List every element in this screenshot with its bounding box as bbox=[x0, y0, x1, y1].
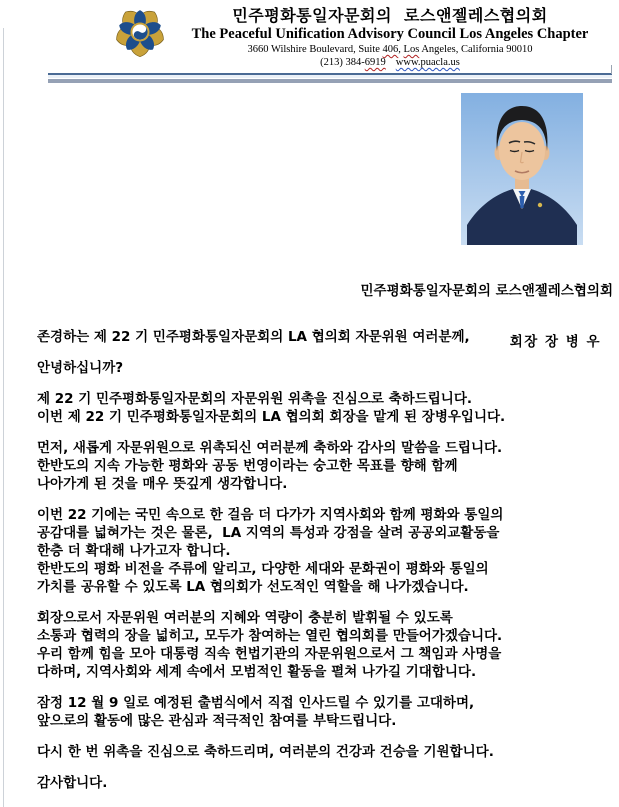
org-contact-line bbox=[185, 56, 595, 69]
org-address: 3660 Wilshire Boulevard, Suite 406, Los Angeles, California 90010 bbox=[247, 44, 533, 55]
header-divider-end-tick bbox=[611, 65, 612, 74]
org-korean-title: 민주평화통일자문회의 로스앤젤레스협의회 bbox=[232, 6, 548, 25]
letter-paragraph: 존경하는 제 22 기 민주평화통일자문회의 LA 협의회 자문위원 여러분께, bbox=[37, 329, 470, 345]
org-english-title: The Peaceful Unification Advisory Council Los Angeles Chapter bbox=[191, 26, 589, 42]
misspelled-suite-number: 406 bbox=[382, 44, 399, 55]
letter-paragraph: 이번 22 기에는 국민 속으로 한 걸음 더 다가가 지역사회와 함께 평화와 통일의 공감대를 넓혀가는 것은 물론, LA 지역의 특성과 강점을 살려 공공외교활동을 한층 더 확대해 나가고자 합니다. 한반도의 평화 비전을 주류에 알리고, 다양한 세대와 문화권이 평화와 통일의 가치를 공유할 수 있도록 LA 협의회가 선도적인 역할을 해 나가겠습니다. bbox=[37, 507, 504, 595]
letter-paragraph: 제 22 기 민주평화통일자문회의 자문위원 위촉을 진심으로 축하드립니다. 이번 제 22 기 민주평화통일자문회의 LA 협의회 회장을 맡게 된 장병우입니다. bbox=[37, 391, 506, 425]
letter-paragraph: 안녕하십니까? bbox=[37, 360, 124, 376]
misspelled-phone-digits: 6919 bbox=[364, 57, 386, 68]
misspelled-los: Los bbox=[403, 44, 420, 55]
chairman-portrait-photo bbox=[461, 93, 583, 245]
header-divider bbox=[48, 73, 612, 83]
caption-org-name: 민주평화통일자문회의 로스앤젤레스협의회 bbox=[360, 283, 613, 299]
website-text: www.puacla.us bbox=[395, 57, 460, 68]
phone-number: (213) 384- bbox=[320, 57, 365, 68]
mugunghwa-emblem-icon bbox=[112, 2, 168, 62]
letter-paragraph: 회장으로서 자문위원 여러분의 지혜와 역량이 충분히 발휘될 수 있도록 소통과 협력의 장을 넓히고, 모두가 참여하는 열린 협의회를 만들어가겠습니다. 우리 함께 힘을 모아 대통령 직속 헌법기관의 자문위원으로서 그 책임과 사명을 다하며, 지역사회와 세계 속에서 모범적인 활동을 펼쳐 나가길 기대합니다. bbox=[37, 610, 503, 680]
letter-paragraph: 다시 한 번 위촉을 진심으로 축하드리며, 여러분의 건강과 건승을 기원합니다. bbox=[37, 744, 494, 760]
page-edge-line bbox=[3, 28, 4, 807]
letterhead bbox=[0, 0, 619, 72]
address-text: 3660 Wilshire Boulevard, Suite bbox=[247, 44, 383, 55]
letter-paragraph: 먼저, 새롭게 자문위원으로 위촉되신 여러분께 축하와 감사의 말씀을 드립니다. 한반도의 지속 가능한 평화와 공동 번영이라는 숭고한 목표를 향해 함께 나아가게 된 것을 매우 뜻깊게 생각합니다. bbox=[37, 440, 503, 492]
letter-paragraph: 잠정 12 월 9 일로 예정된 출범식에서 직접 인사드릴 수 있기를 고대하며, 앞으로의 활동에 많은 관심과 적극적인 참여를 부탁드립니다. bbox=[37, 695, 475, 729]
letter-body bbox=[37, 328, 609, 805]
caption-chairman-name: 회장 장 병 우 bbox=[509, 334, 601, 350]
letter-paragraph: 감사합니다. bbox=[37, 775, 108, 791]
